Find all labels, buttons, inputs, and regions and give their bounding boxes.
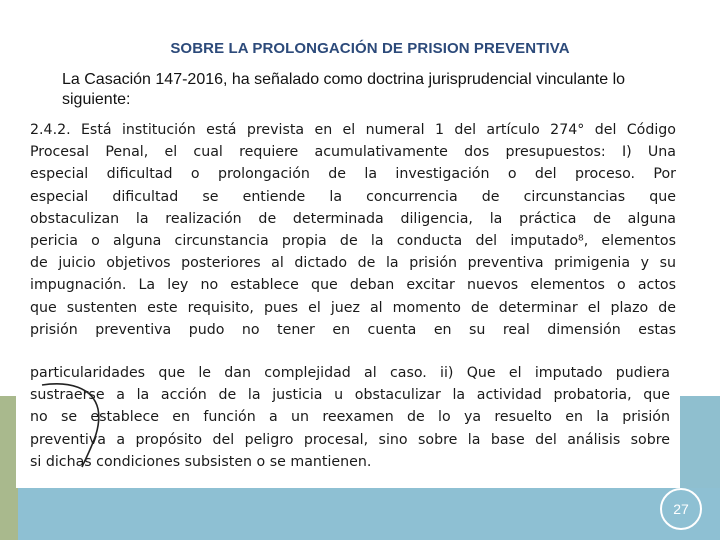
excerpt-paragraph-2 xyxy=(30,362,670,473)
excerpt-line: Procesal Penal, el cual requiere acumulativamente dos presupuestos: I) Una xyxy=(30,144,676,161)
excerpt-line: de juicio objetivos posteriores al dictado de la prisión preventiva primigenia y su xyxy=(30,255,676,272)
excerpt-line: pericia o alguna circunstancia propia de la conducta del imputado⁸, elementos xyxy=(30,233,676,250)
slide-title: SOBRE LA PROLONGACIÓN DE PRISION PREVENTIVA xyxy=(170,40,570,57)
excerpt-line: no se establece en función a un reexamen de lo ya resuelto en la prisión xyxy=(30,409,670,426)
excerpt-line: particularidades que le dan complejidad al caso. ii) Que el imputado pudiera xyxy=(30,365,670,381)
slide-intro: La Casación 147-2016, ha señalado como doctrina jurisprudencial vinculante lo siguiente: xyxy=(62,71,626,108)
excerpt-line: si dichas condiciones subsisten o se mantienen. xyxy=(30,453,372,470)
excerpt-line: impugnación. La ley no establece que deban excitar nuevos elementos o actos xyxy=(30,277,676,294)
footer-band-accent xyxy=(0,488,18,540)
scanned-excerpt xyxy=(16,117,680,488)
footer-band xyxy=(0,488,720,540)
excerpt-paragraph-1 xyxy=(30,119,676,341)
excerpt-line: que sustenten este requisito, pues el juez al momento de determinar el plazo de xyxy=(30,299,676,316)
page-number: 27 xyxy=(660,488,702,530)
excerpt-line: especial dificultad o prolongación de la investigación o del proceso. Por xyxy=(30,166,676,183)
handwritten-bracket-mark xyxy=(38,379,106,469)
excerpt-line: obstaculizan la realización de determinada diligencia, la práctica de alguna xyxy=(30,210,676,227)
excerpt-line: especial dificultad se entiende la concurrencia de circunstancias que xyxy=(30,188,676,205)
excerpt-line: prisión preventiva pudo no tener en cuenta en su real dimensión estas xyxy=(30,321,676,338)
excerpt-line: 2.4.2. Está institución está prevista en el numeral 1 del artículo 274° del Código xyxy=(30,122,676,138)
excerpt-line: preventiva a propósito del peligro procesal, sino sobre la base del análisis sobre xyxy=(30,431,670,448)
excerpt-line: sustraerse a la acción de la justicia u obstaculizar la actividad probatoria, que xyxy=(30,387,670,404)
